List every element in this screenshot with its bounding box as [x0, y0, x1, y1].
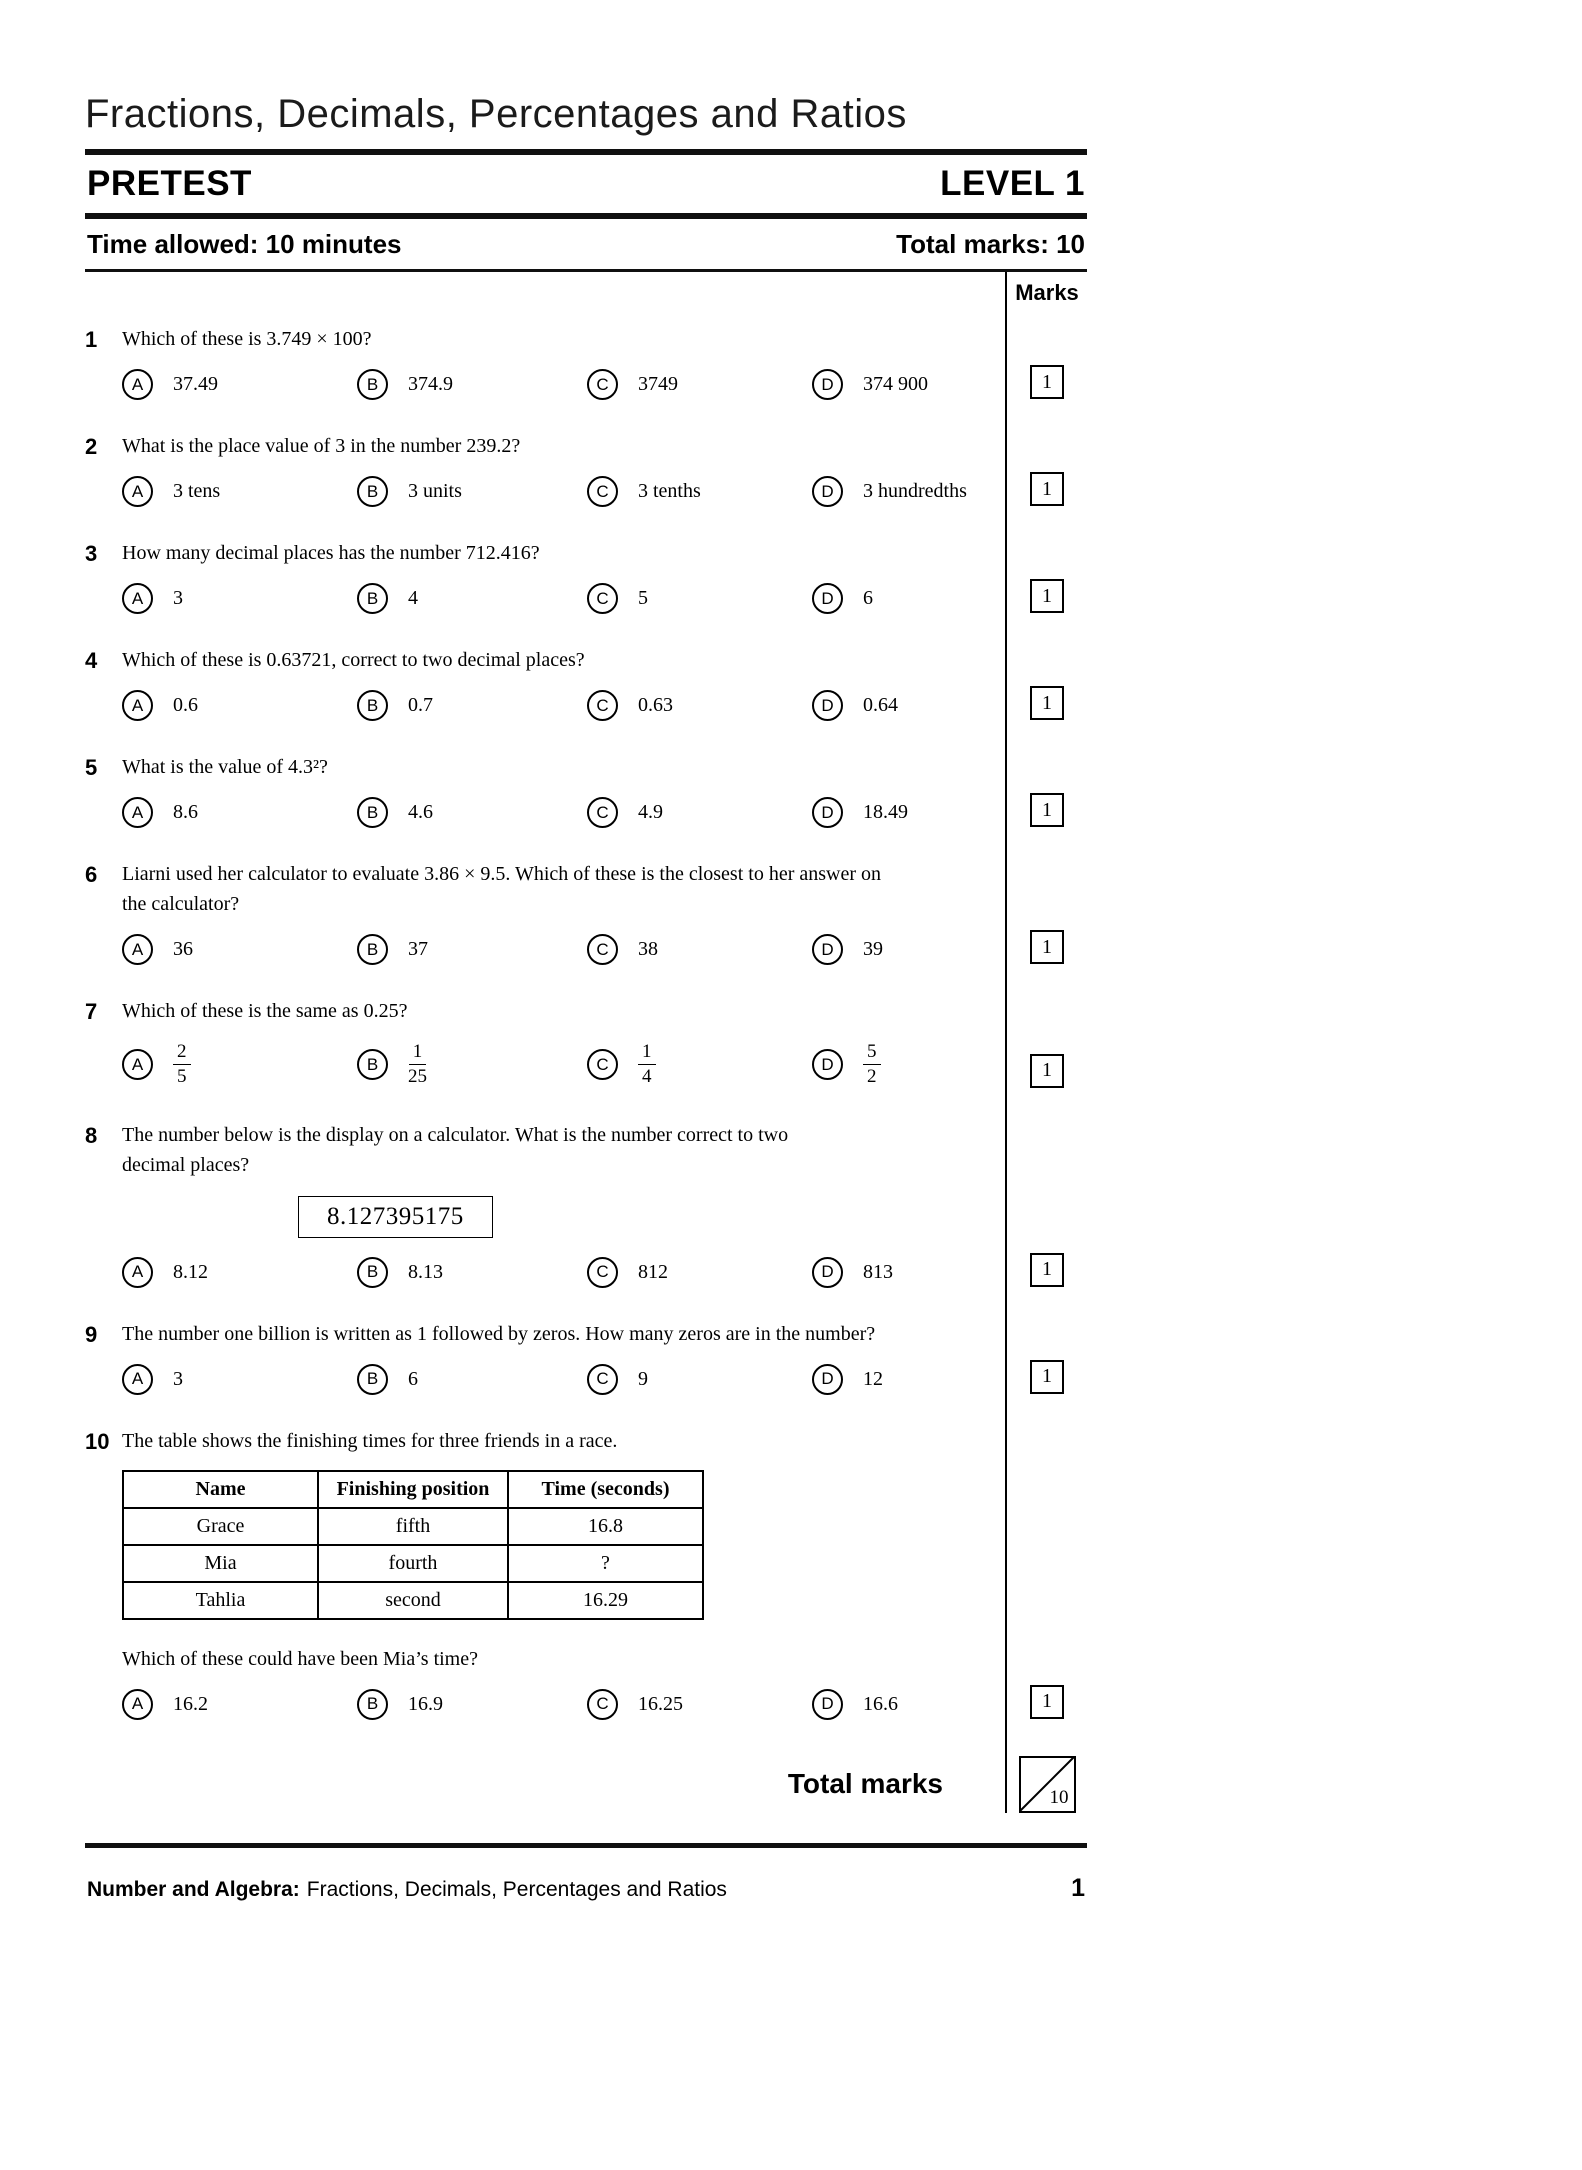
option-a	[122, 583, 357, 614]
question-number: 2	[85, 434, 98, 459]
question-body	[122, 431, 1007, 507]
option-letter-circle: B	[357, 1364, 388, 1395]
question-number: 10	[85, 1428, 110, 1454]
option-d	[812, 369, 1007, 400]
question-main	[85, 752, 1007, 828]
option-value: 8.6	[173, 801, 198, 823]
option-letter-circle: B	[357, 797, 388, 828]
option-value: 4	[408, 587, 418, 609]
option-value: 16.2	[173, 1692, 208, 1715]
option-letter-circle: C	[587, 369, 618, 400]
total-marks-label: Total marks	[787, 1768, 943, 1800]
marks-cell	[1007, 538, 1087, 614]
table-row	[123, 1508, 703, 1545]
bottom-rule	[85, 1843, 1087, 1848]
mark-box: 1	[1030, 579, 1064, 613]
question-text: The number below is the display on a calculator. What is the number correct to two	[122, 1123, 789, 1146]
marks-cell	[1007, 645, 1087, 721]
option-a	[122, 1041, 357, 1089]
mark-box: 1	[1030, 365, 1064, 399]
option-value: 18.49	[863, 801, 908, 823]
table-cell: Tahlia	[123, 1582, 318, 1619]
option-letter-circle: B	[357, 934, 388, 965]
question-2	[85, 431, 1087, 507]
question-followup-text: Which of these could have been Mia’s time?	[122, 1647, 478, 1670]
option-value: 0.63	[638, 694, 673, 716]
level-label: LEVEL 1	[940, 164, 1085, 203]
question-main	[85, 859, 1007, 965]
question-main	[85, 431, 1007, 507]
options-row	[122, 1257, 1007, 1288]
option-b	[357, 1689, 587, 1720]
question-main	[85, 645, 1007, 721]
question-body	[122, 1120, 1007, 1288]
option-letter-circle: D	[812, 1049, 843, 1080]
question-number: 8	[85, 1122, 98, 1148]
option-d	[812, 797, 1007, 828]
question-body	[122, 996, 1007, 1089]
option-b	[357, 934, 587, 965]
option-letter-circle: B	[357, 1049, 388, 1080]
total-marks-box	[1019, 1756, 1076, 1813]
marks-cell	[1007, 1120, 1087, 1288]
option-value: 5	[638, 587, 648, 609]
option-d	[812, 1041, 1007, 1089]
option-letter-circle: A	[122, 369, 153, 400]
question-body	[122, 538, 1007, 614]
option-letter-circle: C	[587, 797, 618, 828]
option-value: 3 units	[408, 480, 462, 502]
footer-strand-label: Number and Algebra:	[87, 1877, 300, 1901]
fraction-denominator: 25	[408, 1066, 427, 1088]
option-a	[122, 476, 357, 507]
option-d	[812, 476, 1007, 507]
time-allowed-label: Time allowed: 10 minutes	[87, 229, 402, 259]
option-letter-circle: C	[587, 690, 618, 721]
table-cell: Grace	[123, 1508, 318, 1545]
marks-column-label: Marks	[1015, 280, 1079, 305]
question-main	[85, 1319, 1007, 1395]
question-6	[85, 859, 1087, 965]
option-letter-circle: D	[812, 797, 843, 828]
question-number: 7	[85, 999, 98, 1024]
question-number: 3	[85, 541, 98, 566]
option-value: 0.64	[863, 694, 898, 716]
option-a	[122, 1689, 357, 1720]
option-b	[357, 583, 587, 614]
mark-box: 1	[1030, 472, 1064, 506]
option-letter-circle: A	[122, 690, 153, 721]
option-letter-circle: C	[587, 1257, 618, 1288]
option-value: 374 900	[863, 373, 928, 395]
option-c	[587, 1257, 812, 1288]
question-main	[85, 1120, 1007, 1288]
option-value: 813	[863, 1260, 893, 1283]
marks-cell	[1007, 752, 1087, 828]
page-title: Fractions, Decimals, Percentages and Ratios	[85, 92, 907, 136]
option-a	[122, 690, 357, 721]
question-body	[122, 1426, 1007, 1720]
option-value: 3 tens	[173, 480, 221, 502]
option-letter-circle: B	[357, 369, 388, 400]
option-value: 6	[408, 1367, 418, 1390]
fraction-denominator: 5	[177, 1066, 187, 1088]
question-number: 9	[85, 1321, 98, 1347]
option-value: 9	[638, 1367, 648, 1390]
question-5	[85, 752, 1087, 828]
question-text: Which of these is 3.749 × 100?	[122, 328, 372, 350]
option-value: 38	[638, 938, 658, 960]
footer	[85, 1874, 1087, 1903]
option-letter-circle: B	[357, 476, 388, 507]
option-letter-circle: A	[122, 1257, 153, 1288]
question-7	[85, 996, 1087, 1089]
option-value: 37.49	[173, 373, 218, 395]
question-text-line2: decimal places?	[122, 1153, 250, 1176]
question-text: The table shows the finishing times for three friends in a race.	[122, 1429, 618, 1452]
option-letter-circle: D	[812, 583, 843, 614]
option-letter-circle: C	[587, 1049, 618, 1080]
table-row	[123, 1582, 703, 1619]
option-letter-circle: C	[587, 934, 618, 965]
option-letter-circle: D	[812, 690, 843, 721]
options-row	[122, 1364, 1007, 1395]
option-value: 3	[173, 587, 183, 609]
option-value: 6	[863, 587, 873, 609]
option-c	[587, 1364, 812, 1395]
total-marks-header: Total marks: 10	[896, 229, 1085, 259]
fraction-value	[173, 1041, 191, 1089]
question-text: What is the value of 4.3²?	[122, 756, 328, 778]
question-main	[85, 1426, 1007, 1720]
option-d	[812, 690, 1007, 721]
marks-cell	[1007, 431, 1087, 507]
option-c	[587, 1689, 812, 1720]
table-header-row	[123, 1471, 703, 1508]
question-body	[122, 859, 1007, 965]
option-b	[357, 369, 587, 400]
option-letter-circle: D	[812, 476, 843, 507]
question-8	[85, 1120, 1087, 1288]
table-row	[123, 1545, 703, 1582]
total-marks-value: 10	[1049, 1786, 1069, 1808]
options-row	[122, 1689, 1007, 1720]
option-c	[587, 934, 812, 965]
footer-topic-label: Fractions, Decimals, Percentages and Ratios	[306, 1877, 727, 1901]
option-letter-circle: B	[357, 1257, 388, 1288]
option-value: 4.9	[638, 801, 663, 823]
option-b	[357, 690, 587, 721]
option-b	[357, 797, 587, 828]
option-c	[587, 369, 812, 400]
question-4	[85, 645, 1087, 721]
option-letter-circle: C	[587, 1689, 618, 1720]
table-cell: 16.8	[508, 1508, 703, 1545]
fraction-denominator: 2	[867, 1066, 877, 1088]
option-value: 4.6	[408, 801, 433, 823]
option-letter-circle: C	[587, 583, 618, 614]
table-header-cell: Finishing position	[318, 1471, 508, 1508]
fraction-numerator: 1	[638, 1041, 656, 1065]
total-marks-row	[85, 1756, 1087, 1813]
option-value: 16.25	[638, 1692, 683, 1715]
table-cell: fifth	[318, 1508, 508, 1545]
fraction-value	[408, 1041, 427, 1089]
option-letter-circle: A	[122, 583, 153, 614]
option-a	[122, 369, 357, 400]
marks-cell	[1007, 324, 1087, 400]
mark-box: 1	[1030, 1685, 1064, 1719]
option-letter-circle: C	[587, 1364, 618, 1395]
options-row	[122, 476, 1007, 507]
options-row	[122, 1041, 1007, 1089]
footer-text	[87, 1878, 727, 1902]
option-letter-circle: A	[122, 797, 153, 828]
option-letter-circle: A	[122, 1689, 153, 1720]
table-cell: fourth	[318, 1545, 508, 1582]
question-text: Liarni used her calculator to evaluate 3.86 × 9.5. Which of these is the closest to her answer on	[122, 863, 882, 885]
mark-box: 1	[1030, 1054, 1064, 1088]
option-a	[122, 934, 357, 965]
question-9	[85, 1319, 1087, 1395]
table-cell: second	[318, 1582, 508, 1619]
fraction-numerator: 2	[173, 1041, 191, 1065]
option-letter-circle: D	[812, 1257, 843, 1288]
fraction-value	[863, 1041, 881, 1089]
option-letter-circle: A	[122, 1049, 153, 1080]
option-c	[587, 476, 812, 507]
question-3	[85, 538, 1087, 614]
option-d	[812, 934, 1007, 965]
option-a	[122, 1364, 357, 1395]
page-number: 1	[1071, 1873, 1085, 1902]
option-value: 812	[638, 1260, 668, 1283]
question-text: How many decimal places has the number 712.416?	[122, 542, 540, 564]
option-a	[122, 1257, 357, 1288]
total-marks-cell	[1007, 1756, 1087, 1813]
option-value: 39	[863, 938, 883, 960]
option-letter-circle: D	[812, 1364, 843, 1395]
mark-box: 1	[1030, 686, 1064, 720]
question-number: 4	[85, 648, 98, 673]
table-header-cell: Time (seconds)	[508, 1471, 703, 1508]
option-c	[587, 797, 812, 828]
question-body	[122, 645, 1007, 721]
option-value: 36	[173, 938, 193, 960]
option-b	[357, 1257, 587, 1288]
question-number: 5	[85, 755, 98, 780]
mark-box: 1	[1030, 793, 1064, 827]
marks-cell	[1007, 859, 1087, 965]
question-body	[122, 752, 1007, 828]
option-d	[812, 583, 1007, 614]
fraction-denominator: 4	[642, 1066, 652, 1088]
question-body	[122, 1319, 1007, 1395]
option-value: 8.13	[408, 1260, 443, 1283]
option-letter-circle: D	[812, 1689, 843, 1720]
option-letter-circle: D	[812, 934, 843, 965]
question-main	[85, 538, 1007, 614]
question-10	[85, 1426, 1087, 1720]
fraction-numerator: 1	[409, 1041, 427, 1065]
option-value: 12	[863, 1367, 883, 1390]
option-a	[122, 797, 357, 828]
option-letter-circle: A	[122, 1364, 153, 1395]
option-letter-circle: B	[357, 583, 388, 614]
table-header-cell: Name	[123, 1471, 318, 1508]
option-d	[812, 1689, 1007, 1720]
option-b	[357, 1364, 587, 1395]
marks-column-divider	[1005, 272, 1007, 1813]
question-1	[85, 324, 1087, 400]
option-d	[812, 1364, 1007, 1395]
results-table	[122, 1470, 704, 1620]
questions-area	[85, 272, 1087, 1813]
fraction-value	[638, 1041, 656, 1089]
option-value: 3 tenths	[638, 480, 701, 502]
option-letter-circle: A	[122, 476, 153, 507]
question-text: Which of these is the same as 0.25?	[122, 1000, 408, 1022]
options-row	[122, 797, 1007, 828]
option-letter-circle: D	[812, 369, 843, 400]
option-letter-circle: B	[357, 1689, 388, 1720]
subheader	[85, 219, 1087, 269]
option-c	[587, 583, 812, 614]
option-d	[812, 1257, 1007, 1288]
option-b	[357, 1041, 587, 1089]
question-text-line2: the calculator?	[122, 893, 240, 915]
question-number: 1	[85, 327, 98, 352]
option-value: 16.6	[863, 1692, 898, 1715]
option-letter-circle: C	[587, 476, 618, 507]
options-row	[122, 690, 1007, 721]
option-value: 8.12	[173, 1260, 208, 1283]
options-row	[122, 369, 1007, 400]
fraction-numerator: 5	[863, 1041, 881, 1065]
option-value: 374.9	[408, 373, 453, 395]
calculator-display: 8.127395175	[298, 1196, 493, 1238]
marks-cell	[1007, 1319, 1087, 1395]
table-cell: Mia	[123, 1545, 318, 1582]
option-value: 3749	[638, 373, 678, 395]
question-body	[122, 324, 1007, 400]
option-value: 3 hundredths	[863, 480, 967, 502]
question-main	[85, 324, 1007, 400]
options-row	[122, 934, 1007, 965]
mark-box: 1	[1030, 1253, 1064, 1287]
option-b	[357, 476, 587, 507]
marks-cell	[1007, 996, 1087, 1089]
question-text: The number one billion is written as 1 followed by zeros. How many zeros are in the number?	[122, 1322, 876, 1345]
option-value: 16.9	[408, 1692, 443, 1715]
option-letter-circle: A	[122, 934, 153, 965]
worksheet-page	[85, 92, 1087, 1903]
options-row	[122, 583, 1007, 614]
table-cell: 16.29	[508, 1582, 703, 1619]
table-cell: ?	[508, 1545, 703, 1582]
option-value: 0.7	[408, 694, 433, 716]
pretest-header	[85, 155, 1087, 213]
option-value: 37	[408, 938, 428, 960]
mark-box: 1	[1030, 1360, 1064, 1394]
option-letter-circle: B	[357, 690, 388, 721]
question-main	[85, 996, 1007, 1089]
mark-box: 1	[1030, 930, 1064, 964]
marks-cell	[1007, 1426, 1087, 1720]
question-number: 6	[85, 862, 98, 887]
question-text: What is the place value of 3 in the number 239.2?	[122, 435, 521, 457]
pretest-label: PRETEST	[87, 164, 252, 203]
option-value: 0.6	[173, 694, 198, 716]
option-value: 3	[173, 1367, 183, 1390]
option-c	[587, 690, 812, 721]
question-text: Which of these is 0.63721, correct to two decimal places?	[122, 649, 585, 671]
option-c	[587, 1041, 812, 1089]
